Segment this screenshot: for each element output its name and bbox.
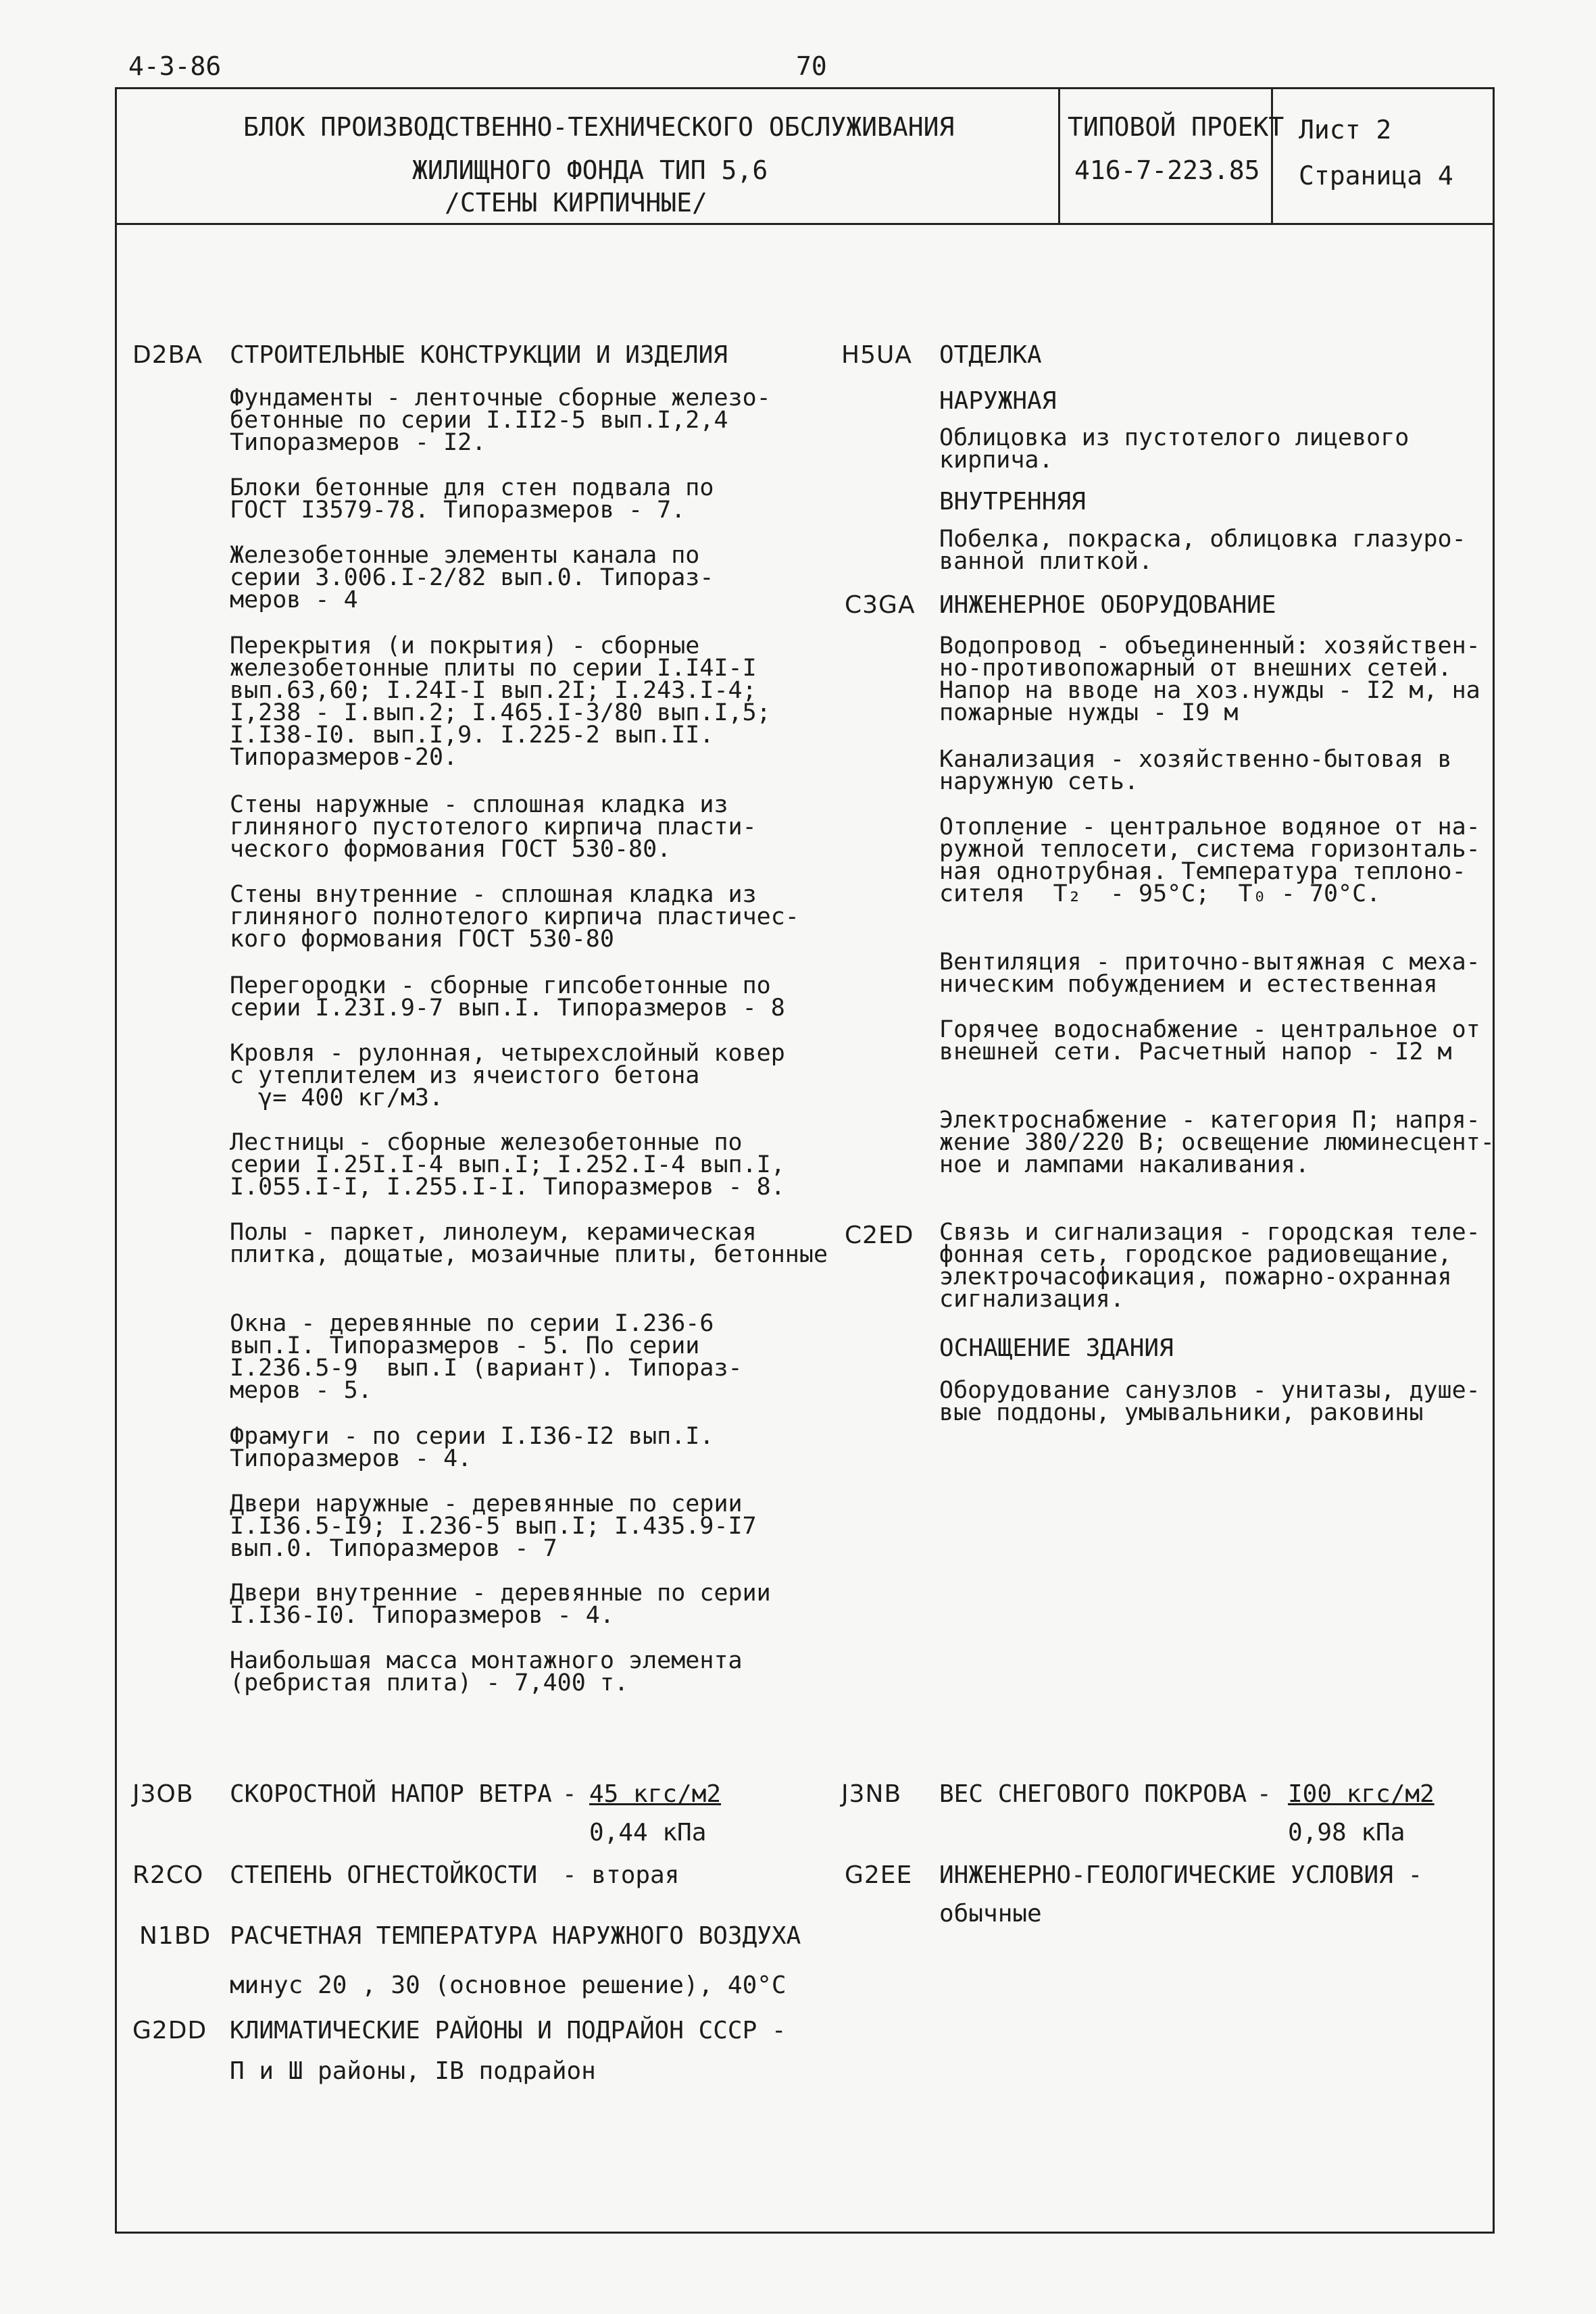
page-label: Страница 4	[1299, 161, 1453, 191]
section-heading-finishing: ОТДЕЛКА	[939, 341, 1042, 369]
wind-pressure-value: 45 кгс/м2	[589, 1780, 722, 1808]
document-date: 4-3-86	[128, 51, 222, 81]
parameter-code: R2CO	[132, 1861, 204, 1889]
section-code: C3GA	[845, 591, 916, 619]
wind-pressure-dash: -	[562, 1780, 577, 1808]
climate-regions-value: П и Ш районы, IВ подрайон	[230, 2057, 596, 2085]
parameter-code: N1BD	[139, 1922, 211, 1950]
paragraph-inner-doors: Двери внутренние - деревянные по серии I.I36-I0. Типоразмеров - 4.	[230, 1580, 771, 1629]
paragraph-roofing: Кровля - рулонная, четырехслойный ковер с утеплителем из ячеистого бетона γ= 400 кг/м3.	[230, 1040, 785, 1111]
paragraph-transoms: Фрамуги - по серии I.I36-I2 вып.I. Типоразмеров - 4.	[230, 1423, 714, 1472]
geology-value: обычные	[939, 1900, 1042, 1928]
title-block-separator	[1271, 87, 1273, 225]
section-code: D2BA	[132, 341, 203, 369]
paragraph-floor-slabs: Перекрытия (и покрытия) - сборные железобетонные плиты по серии I.I4I-I вып.63,60; I.24I-I вып.2I; I.243.I-4; I,238 - I.вып.2; I.465.I-3/80 вып.I,5; I.I38-I0. вып.I,9. I.225-2 вып.II. Типоразмеров-20.	[230, 632, 771, 771]
section-heading-engineering: ИНЖЕНЕРНОЕ ОБОРУДОВАНИЕ	[939, 591, 1276, 619]
parameter-code: J3OB	[132, 1780, 194, 1808]
section-heading-constructions: СТРОИТЕЛЬНЫЕ КОНСТРУКЦИИ И ИЗДЕЛИЯ	[230, 341, 728, 369]
paragraph-partitions: Перегородки - сборные гипсобетонные по серии I.23I.9-7 вып.I. Типоразмеров - 8	[230, 972, 785, 1022]
title-block-separator	[1058, 87, 1060, 225]
paragraph-outer-finish: Облицовка из пустотелого лицевого кирпича.	[939, 424, 1410, 474]
section-code: H5UA	[841, 341, 912, 369]
paragraph-basement-blocks: Блоки бетонные для стен подвала по ГОСТ I3579-78. Типоразмеров - 7.	[230, 474, 714, 524]
title-block-divider	[115, 223, 1493, 225]
paragraph-sanitary-equipment: Оборудование санузлов - унитазы, душе- вые поддоны, умывальники, раковины	[939, 1377, 1480, 1426]
snow-load-dash: -	[1257, 1780, 1272, 1808]
page-number: 70	[796, 51, 827, 81]
parameter-code: G2DD	[132, 2017, 207, 2044]
paragraph-water-supply: Водопровод - объединенный: хозяйствен- но-противопожарный от внешних сетей. Напор на вводе на хоз.нужды - I2 м, на пожарные нужды - I9 м	[939, 632, 1480, 726]
outdoor-temperature-value: минус 20 , 30 (основное решение), 40°C	[230, 1971, 787, 1999]
paragraph-stairs: Лестницы - сборные железобетонные по серии I.25I.I-4 вып.I; I.252.I-4 вып.I, I.055.I-I, I.255.I-I. Типоразмеров - 8.	[230, 1129, 785, 1201]
project-number: 416-7-223.85	[1074, 155, 1260, 185]
subheading-inner: ВНУТРЕННЯЯ	[939, 488, 1086, 515]
paragraph-ventilation: Вентиляция - приточно-вытяжная с меха- ническим побуждением и естественная	[939, 949, 1480, 998]
project-label: ТИПОВОЙ ПРОЕКТ	[1068, 112, 1285, 142]
climate-regions-label: КЛИМАТИЧЕСКИЕ РАЙОНЫ И ПОДРАЙОН СССР -	[230, 2017, 787, 2044]
paragraph-windows: Окна - деревянные по серии I.236-6 вып.I. Типоразмеров - 5. По серии I.236.5-9 вып.I (вариант). Типораз- меров - 5.	[230, 1310, 743, 1404]
paragraph-heating: Отопление - центральное водяное от на- ружной теплосети, система горизонталь- ная однотрубная. Температура теплоно- сителя T₂ - 95°C; T₀ - 70°C.	[939, 813, 1480, 907]
wind-pressure-kpa: 0,44 кПа	[589, 1819, 707, 1846]
paragraph-inner-finish: Побелка, покраска, облицовка глазуро- ванной плиткой.	[939, 526, 1466, 575]
sheet-label: Лист 2	[1299, 115, 1392, 145]
snow-load-kpa: 0,98 кПа	[1288, 1819, 1405, 1846]
paragraph-outer-doors: Двери наружные - деревянные по серии I.I36.5-I9; I.236-5 вып.I; I.435.9-I7 вып.0. Типоразмеров - 7	[230, 1490, 757, 1562]
section-code: C2ED	[845, 1222, 914, 1249]
subheading-outer: НАРУЖНАЯ	[939, 387, 1057, 415]
parameter-code: J3NB	[841, 1780, 902, 1808]
section-heading-building-equipment: ОСНАЩЕНИЕ ЗДАНИЯ	[939, 1334, 1174, 1362]
paragraph-channel-elements: Железобетонные элементы канала по серии 3.006.I-2/82 вып.0. Типораз- меров - 4	[230, 542, 714, 613]
paragraph-inner-walls: Стены внутренние - сплошная кладка из глиняного полнотелого кирпича пластичес- кого формования ГОСТ 530-80	[230, 881, 799, 953]
paragraph-sewerage: Канализация - хозяйственно-бытовая в наружную сеть.	[939, 746, 1452, 795]
title-line-2: ЖИЛИЩНОГО ФОНДА ТИП 5,6	[412, 155, 768, 185]
paragraph-outer-walls: Стены наружные - сплошная кладка из глиняного пустотелого кирпича пласти- ческого формования ГОСТ 530-80.	[230, 791, 757, 863]
title-line-1: БЛОК ПРОИЗВОДСТВЕННО-ТЕХНИЧЕСКОГО ОБСЛУЖИВАНИЯ	[243, 112, 955, 142]
paragraph-foundations: Фундаменты - ленточные сборные железо- бетонные по серии I.II2-5 вып.I,2,4 Типоразмеров - I2.	[230, 384, 771, 456]
fire-resistance-value: - вторая	[562, 1861, 680, 1889]
paragraph-max-mass: Наибольшая масса монтажного элемента (ребристая плита) - 7,400 т.	[230, 1647, 743, 1696]
parameter-code: G2EE	[845, 1861, 913, 1889]
outdoor-temperature-label: РАСЧЕТНАЯ ТЕМПЕРАТУРА НАРУЖНОГО ВОЗДУХА	[230, 1922, 801, 1950]
paragraph-electricity: Электроснабжение - категория П; напря- жение 380/220 В; освещение люминесцент- ное и лампами накаливания.	[939, 1107, 1495, 1178]
paragraph-floors: Полы - паркет, линолеум, керамическая плитка, дощатые, мозаичные плиты, бетонные	[230, 1219, 828, 1268]
paragraph-communications: Связь и сигнализация - городская теле- фонная сеть, городское радиовещание, электрочасофикация, пожарно-охранная сигнализация.	[939, 1219, 1480, 1313]
geology-label: ИНЖЕНЕРНО-ГЕОЛОГИЧЕСКИЕ УСЛОВИЯ -	[939, 1861, 1423, 1889]
snow-load-label: ВЕС СНЕГОВОГО ПОКРОВА	[939, 1780, 1247, 1808]
wind-pressure-label: СКОРОСТНОЙ НАПОР ВЕТРА	[230, 1780, 552, 1808]
snow-load-value: I00 кгс/м2	[1288, 1780, 1435, 1808]
fire-resistance-label: СТЕПЕНЬ ОГНЕСТОЙКОСТИ	[230, 1861, 538, 1889]
title-line-3: /СТЕНЫ КИРПИЧНЫЕ/	[445, 188, 707, 218]
paragraph-hot-water: Горячее водоснабжение - центральное от внешней сети. Расчетный напор - I2 м	[939, 1016, 1480, 1065]
